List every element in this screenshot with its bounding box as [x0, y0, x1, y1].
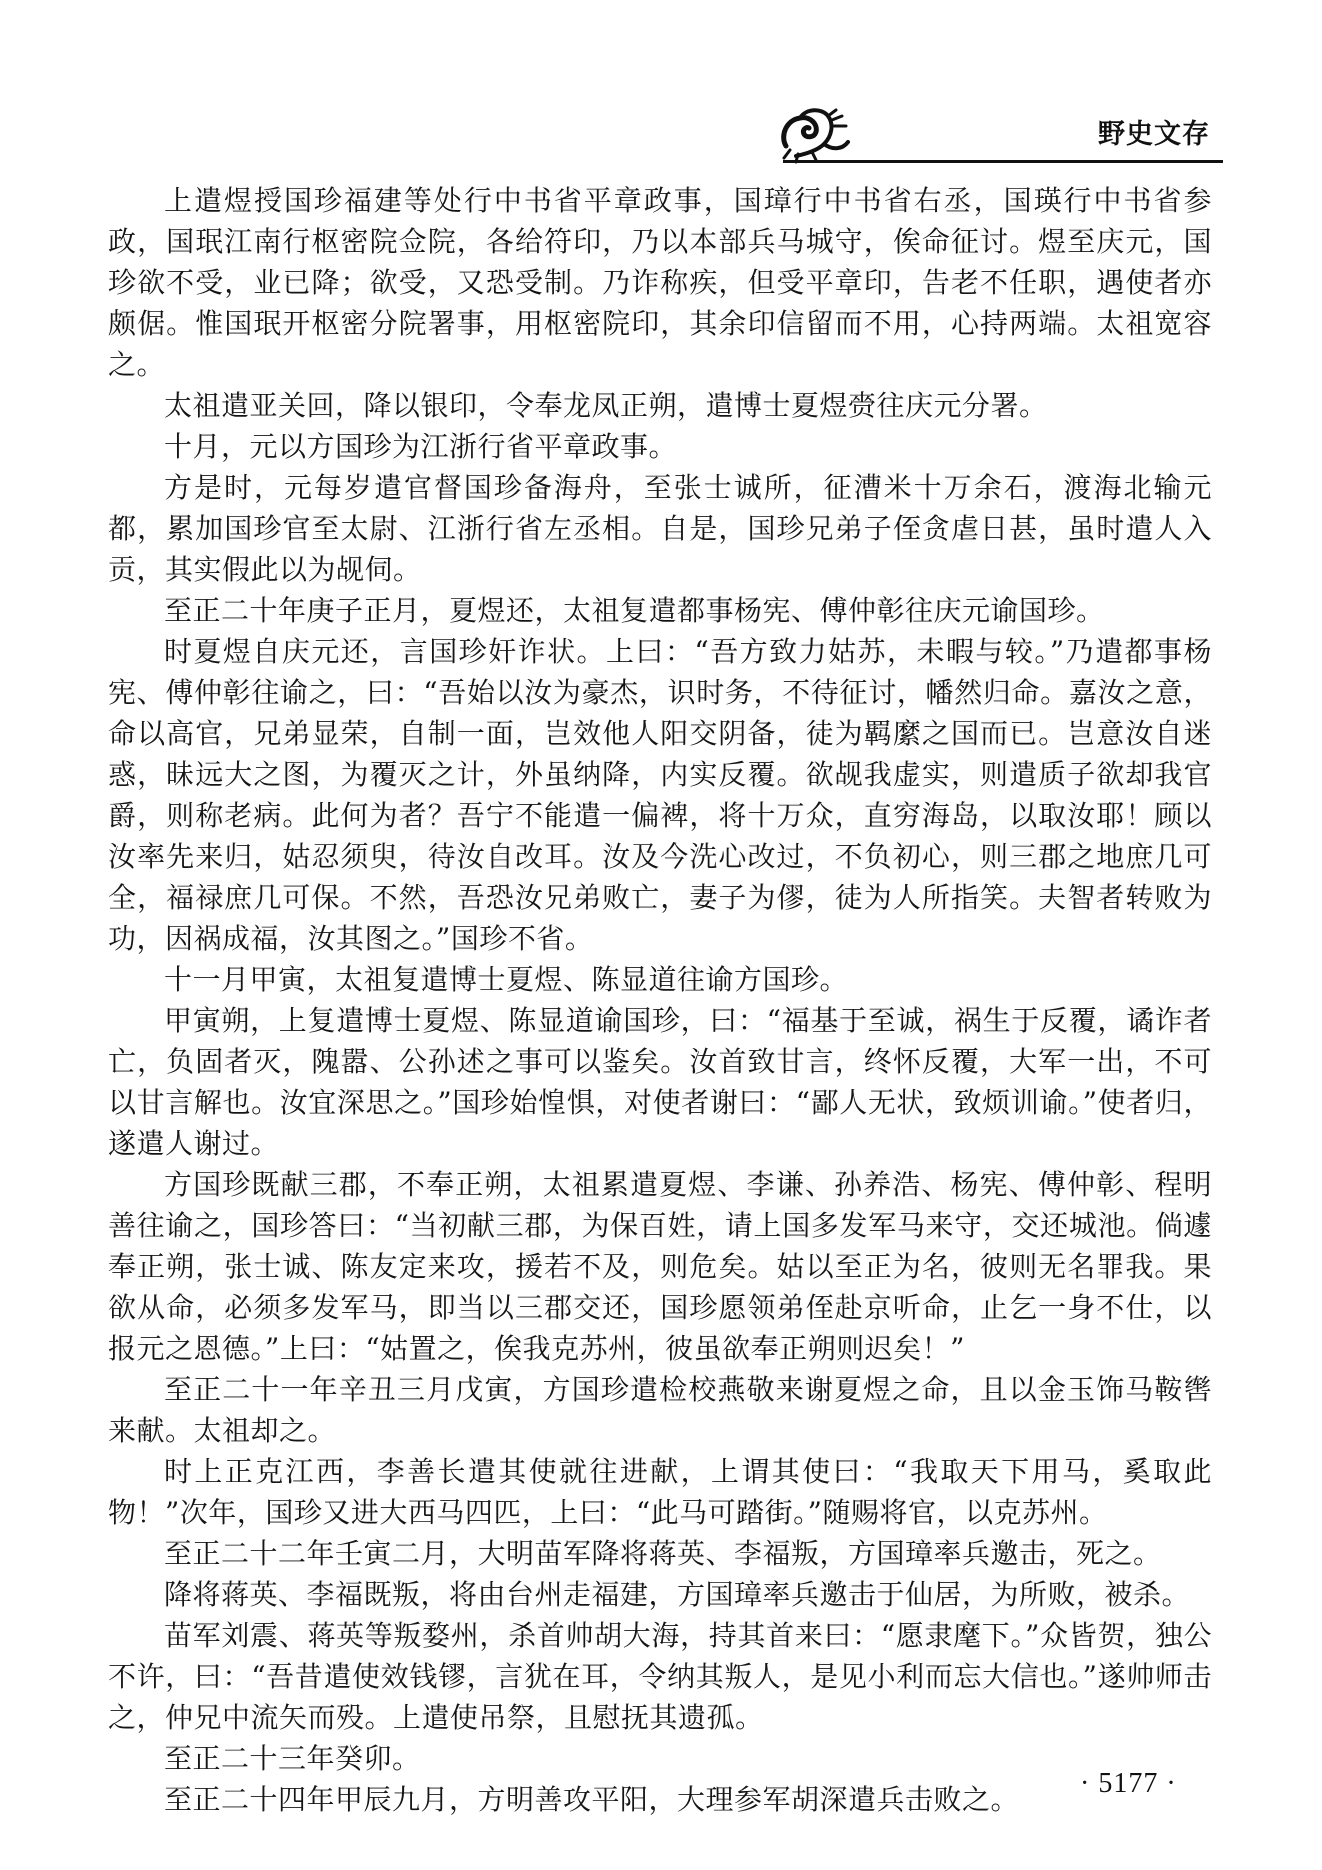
header-rule	[783, 160, 1223, 163]
paragraph: 上遣煜授国珍福建等处行中书省平章政事，国璋行中书省右丞，国瑛行中书省参政，国珉江南行枢密院佥院，各给符印，乃以本部兵马城守，俟命征讨。煜至庆元，国珍欲不受，业已降；欲受，又恐受制。乃诈称疾，但受平章印，告老不任职，遇使者亦颇倨。惟国珉开枢密分院署事，用枢密院印，其余印信留而不用，心持两端。太祖宽容之。	[108, 184, 1212, 381]
dragon-emblem-icon	[776, 106, 854, 164]
paragraph: 至正二十年庚子正月，夏煜还，太祖复遣都事杨宪、傅仲彰往庆元谕国珍。	[164, 594, 1105, 627]
paragraph: 十月，元以方国珍为江浙行省平章政事。	[164, 430, 678, 463]
paragraph: 时夏煜自庆元还，言国珍奸诈状。上曰：“吾方致力姑苏，未暇与较。”乃遣都事杨宪、傅仲彰往谕之，曰：“吾始以汝为豪杰，识时务，不待征讨，幡然归命。嘉汝之意，命以高官，兄弟显荣，自制一面，岂效他人阳交阴备，徒为羁縻之国而已。岂意汝自迷惑，昧远大之图，为覆灭之计，外虽纳降，内实反覆。欲觇我虚实，则遣质子欲却我官爵，则称老病。此何为者？吾宁不能遣一偏裨，将十万众，直穷海岛，以取汝耶！顾以汝率先来归，姑忍须臾，待汝自改耳。汝及今洗心改过，不负初心，则三郡之地庶几可全，福禄庶几可保。不然，吾恐汝兄弟败亡，妻子为僇，徒为人所指笑。夫智者转败为功，因祸成福，汝其图之。”国珍不省。	[108, 635, 1212, 955]
body-text	[108, 180, 1212, 1820]
paragraph: 苗军刘震、蒋英等叛婺州，杀首帅胡大海，持其首来曰：“愿隶麾下。”众皆贺，独公不许，曰：“吾昔遣使效钱镠，言犹在耳，令纳其叛人，是见小利而忘大信也。”遂帅师击之，仲兄中流矢而殁。上遣使吊祭，且慰抚其遗孤。	[108, 1619, 1212, 1734]
paragraph: 至正二十一年辛丑三月戊寅，方国珍遣检校燕敬来谢夏煜之命，且以金玉饰马鞍辔来献。太祖却之。	[108, 1373, 1212, 1447]
paragraph: 至正二十三年癸卯。	[164, 1742, 421, 1775]
paragraph: 至正二十二年壬寅二月，大明苗军降将蒋英、李福叛，方国璋率兵邀击，死之。	[164, 1537, 1162, 1570]
page-number: · 5177 ·	[1080, 1768, 1177, 1799]
paragraph: 时上正克江西，李善长遣其使就往进献，上谓其使曰：“我取天下用马，奚取此物！”次年，国珍又进大西马四匹，上曰：“此马可踏街。”随赐将官，以克苏州。	[108, 1455, 1212, 1529]
paragraph: 甲寅朔，上复遣博士夏煜、陈显道谕国珍，曰：“福基于至诚，祸生于反覆，谲诈者亡，负固者灭，隗嚣、公孙述之事可以鉴矣。汝首致甘言，终怀反覆，大军一出，不可以甘言解也。汝宜深思之。”国珍始惶惧，对使者谢曰：“鄙人无状，致烦训谕。”使者归，遂遣人谢过。	[108, 1004, 1212, 1160]
running-header-title: 野史文存	[1098, 119, 1210, 150]
paragraph: 十一月甲寅，太祖复遣博士夏煜、陈显道往谕方国珍。	[164, 963, 849, 996]
paragraph: 至正二十四年甲辰九月，方明善攻平阳，大理参军胡深遣兵击败之。	[164, 1783, 1020, 1816]
paragraph: 太祖遣亚关回，降以银印，令奉龙凤正朔，遣博士夏煜赍往庆元分署。	[164, 389, 1048, 422]
paragraph: 方是时，元每岁遣官督国珍备海舟，至张士诚所，征漕米十万余石，渡海北输元都，累加国珍官至太尉、江浙行省左丞相。自是，国珍兄弟子侄贪虐日甚，虽时遣人入贡，其实假此以为觇伺。	[108, 471, 1212, 586]
paragraph: 方国珍既献三郡，不奉正朔，太祖累遣夏煜、李谦、孙养浩、杨宪、傅仲彰、程明善往谕之，国珍答曰：“当初献三郡，为保百姓，请上国多发军马来守，交还城池。倘遽奉正朔，张士诚、陈友定来攻，援若不及，则危矣。姑以至正为名，彼则无名罪我。果欲从命，必须多发军马，即当以三郡交还，国珍愿领弟侄赴京听命，止乞一身不仕，以报元之恩德。”上曰：“姑置之，俟我克苏州，彼虽欲奉正朔则迟矣！”	[108, 1168, 1212, 1365]
paragraph: 降将蒋英、李福既叛，将由台州走福建，方国璋率兵邀击于仙居，为所败，被杀。	[164, 1578, 1191, 1611]
page-header	[0, 0, 1322, 170]
